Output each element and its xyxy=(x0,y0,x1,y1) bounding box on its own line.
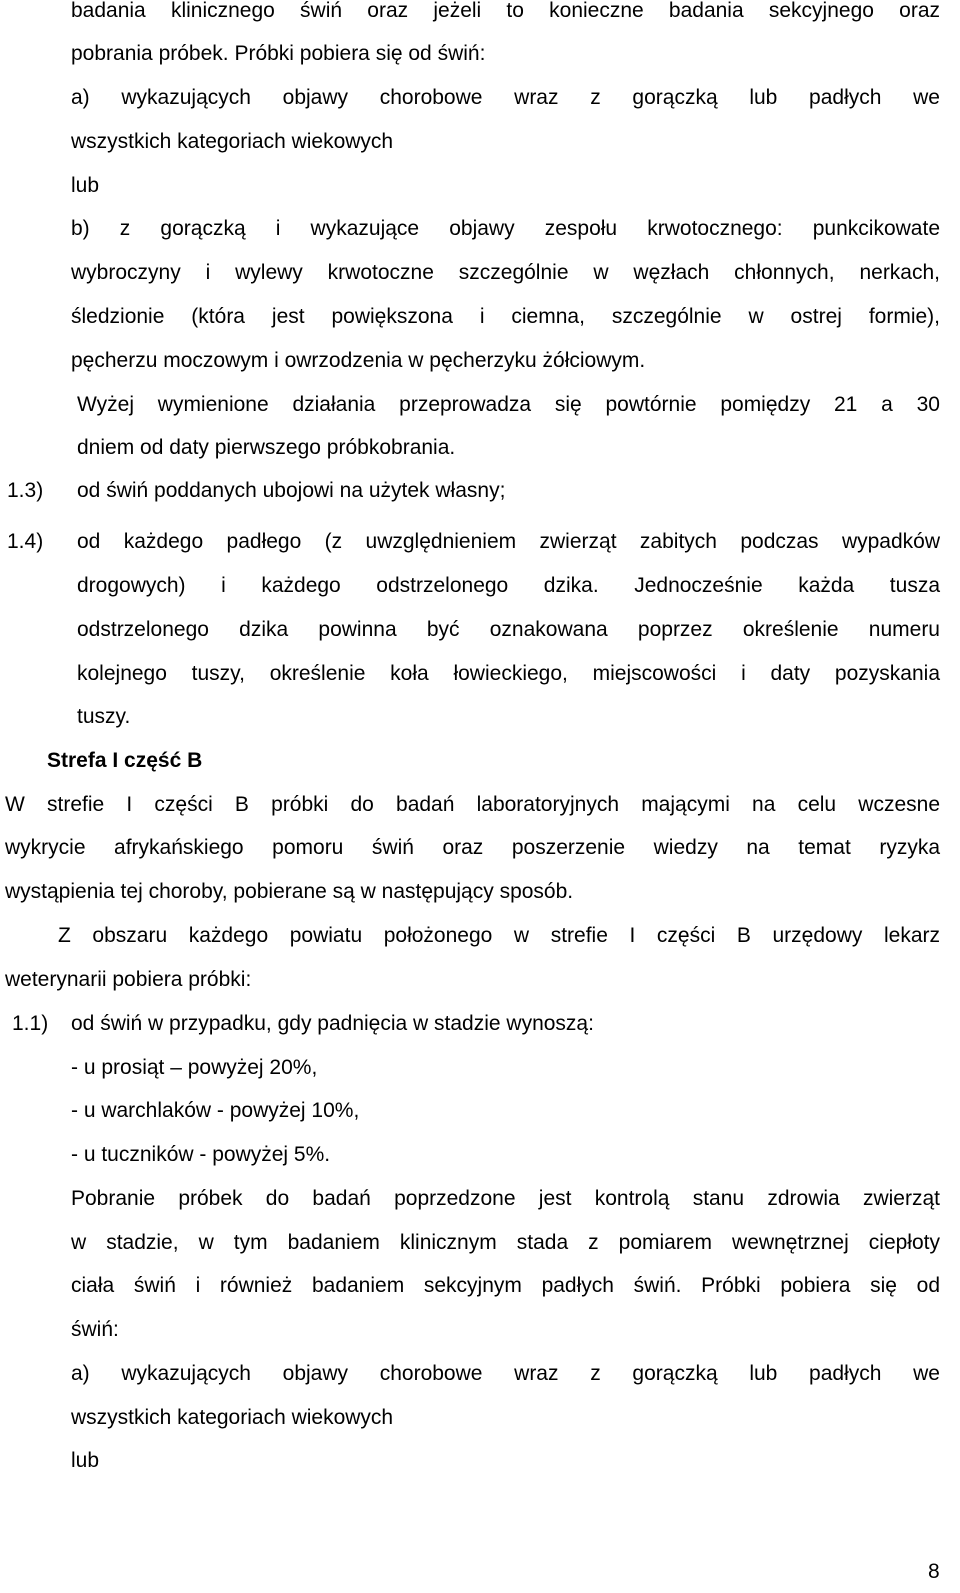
text-line: śledzionie (która jest powiększona i ciemna, szczególnie w ostrej formie), xyxy=(71,305,940,328)
text-line: Z obszaru każdego powiatu położonego w strefie I części B urzędowy lekarz xyxy=(58,924,940,947)
section-heading: Strefa I część B xyxy=(47,749,203,772)
list-item: tuszy. xyxy=(77,705,131,728)
text-line: dniem od daty pierwszego próbkobrania. xyxy=(77,436,456,459)
list-number: 1.1) xyxy=(12,1012,49,1035)
bullet-item: - u warchlaków - powyżej 10%, xyxy=(71,1099,360,1122)
text-line: w stadzie, w tym badaniem klinicznym stada z pomiarem wewnętrznej ciepłoty xyxy=(71,1231,940,1254)
text-line: a) wykazujących objawy chorobowe wraz z gorączką lub padłych we xyxy=(71,1362,940,1385)
text-line: świń: xyxy=(71,1318,119,1341)
list-item: drogowych) i każdego odstrzelonego dzika. Jednocześnie każda tusza xyxy=(77,574,940,597)
text-line: weterynarii pobiera próbki: xyxy=(5,968,252,991)
text-line: pobrania próbek. Próbki pobiera się od świń: xyxy=(71,42,486,65)
text-line: ciała świń i również badaniem sekcyjnym padłych świń. Próbki pobiera się od xyxy=(71,1274,940,1297)
list-item: kolejnego tuszy, określenie koła łowieckiego, miejscowości i daty pozyskania xyxy=(77,662,940,685)
list-number: 1.4) xyxy=(7,530,44,553)
text-line: pęcherzu moczowym i owrzodzenia w pęcherzyku żółciowym. xyxy=(71,349,646,372)
page-number: 8 xyxy=(928,1560,940,1583)
text-line: lub xyxy=(71,1449,100,1472)
text-line: wszystkich kategoriach wiekowych xyxy=(71,130,394,153)
text-line: b) z gorączką i wykazujące objawy zespołu krwotocznego: punkcikowate xyxy=(71,217,940,240)
list-item: od świń poddanych ubojowi na użytek własny; xyxy=(77,479,506,502)
text-line: Pobranie próbek do badań poprzedzone jest kontrolą stanu zdrowia zwierząt xyxy=(71,1187,940,1210)
list-item: od świń w przypadku, gdy padnięcia w stadzie wynoszą: xyxy=(71,1012,594,1035)
text-line: wszystkich kategoriach wiekowych xyxy=(71,1406,394,1429)
list-number: 1.3) xyxy=(7,479,44,502)
list-item: odstrzelonego dzika powinna być oznakowana poprzez określenie numeru xyxy=(77,618,940,641)
text-line: wykrycie afrykańskiego pomoru świń oraz poszerzenie wiedzy na temat ryzyka xyxy=(5,836,940,859)
list-item: od każdego padłego (z uwzględnieniem zwierząt zabitych podczas wypadków xyxy=(77,530,940,553)
text-line: wybroczyny i wylewy krwotoczne szczególnie w węzłach chłonnych, nerkach, xyxy=(71,261,940,284)
text-line: Wyżej wymienione działania przeprowadza się powtórnie pomiędzy 21 a 30 xyxy=(77,393,940,416)
bullet-item: - u tuczników - powyżej 5%. xyxy=(71,1143,331,1166)
text-line: wystąpienia tej choroby, pobierane są w następujący sposób. xyxy=(5,880,574,903)
text-line: badania klinicznego świń oraz jeżeli to konieczne badania sekcyjnego oraz xyxy=(71,0,940,22)
bullet-item: - u prosiąt – powyżej 20%, xyxy=(71,1056,318,1079)
text-line: lub xyxy=(71,174,100,197)
text-line: a) wykazujących objawy chorobowe wraz z gorączką lub padłych we xyxy=(71,86,940,109)
text-line: W strefie I części B próbki do badań laboratoryjnych mającymi na celu wczesne xyxy=(5,793,940,816)
